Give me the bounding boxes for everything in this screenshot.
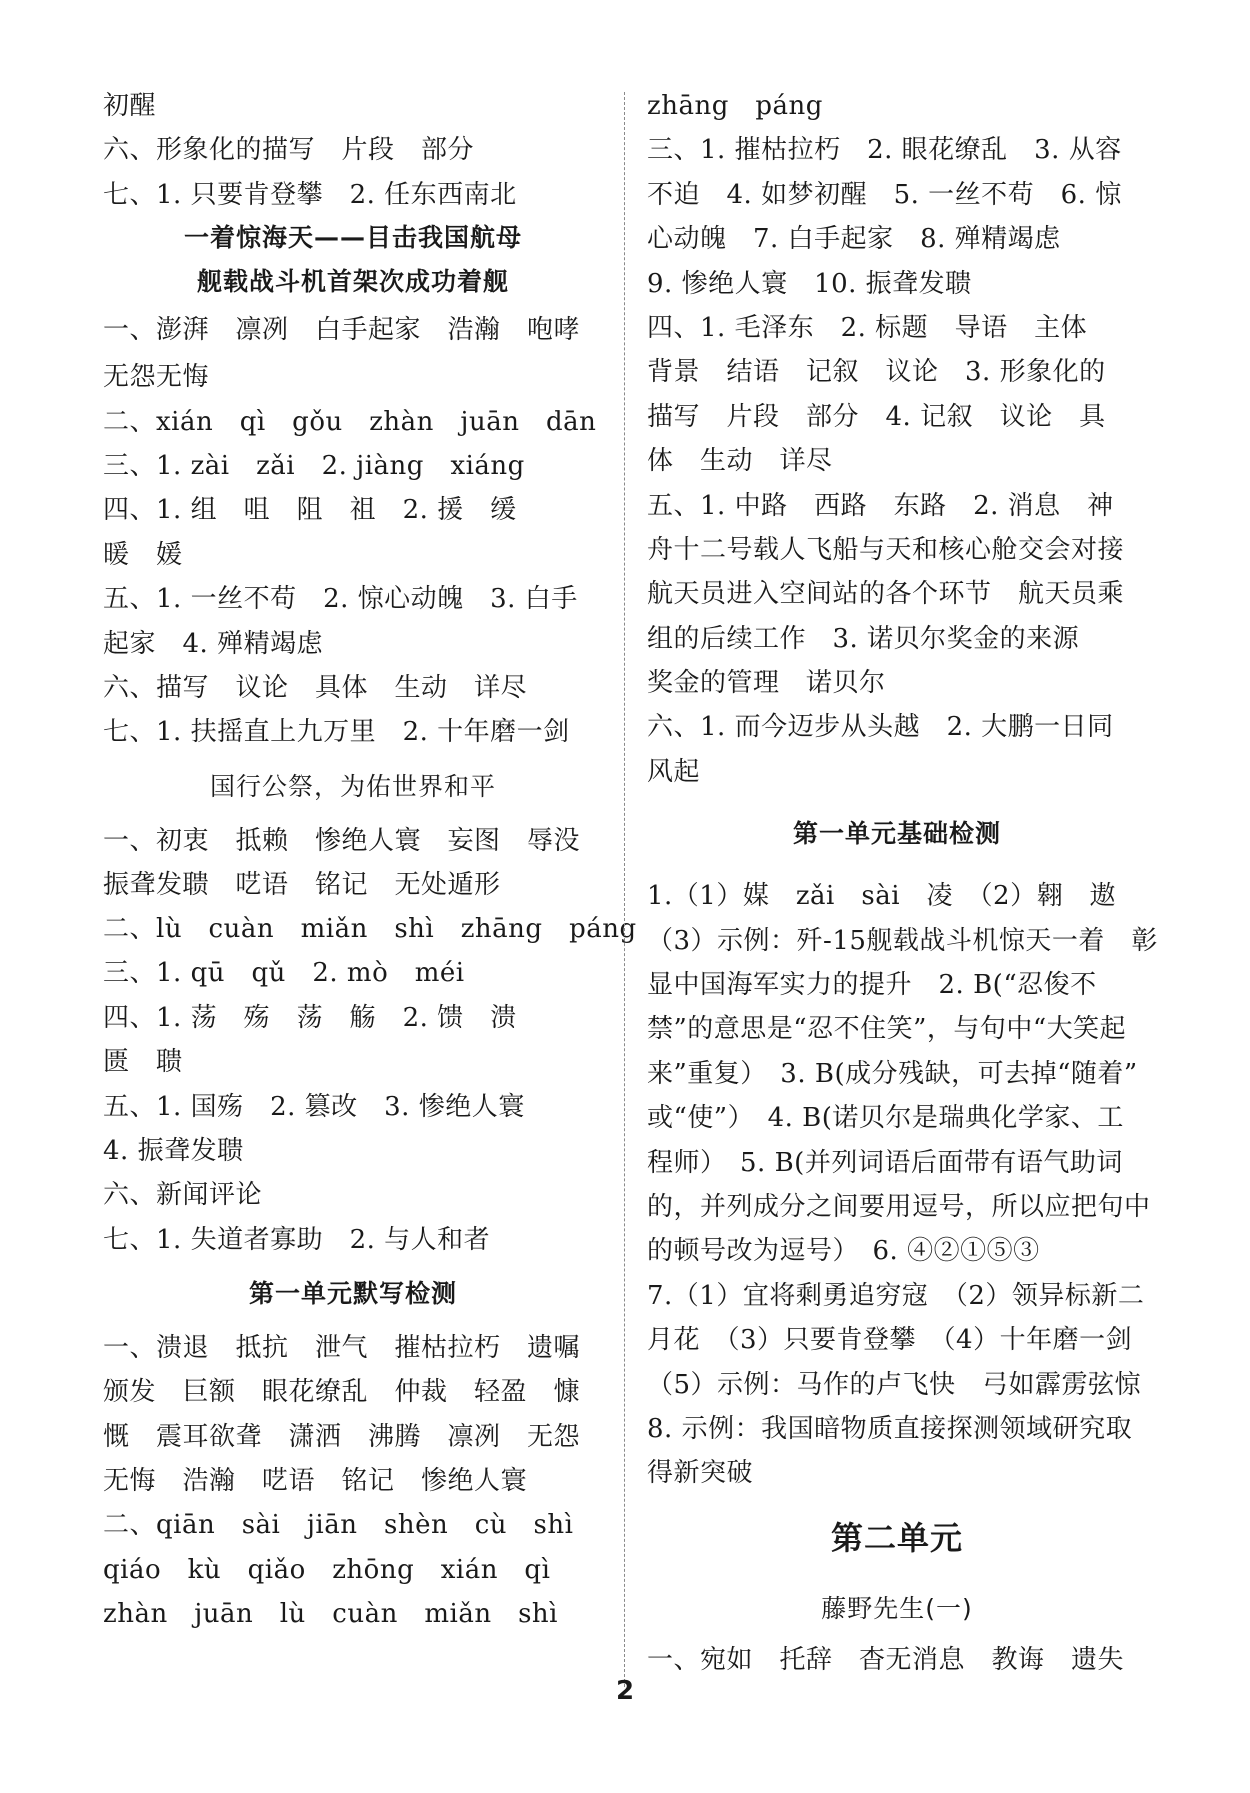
answer-line: zhàn juān lù cuàn miǎn shì	[103, 1599, 558, 1630]
answer-line: 四、1. 毛泽东 2. 标题 导语 主体	[647, 312, 1088, 343]
answer-line: 一、宛如 托辞 杳无消息 教诲 遗失	[647, 1644, 1125, 1675]
answer-line: 9. 惨绝人寰 10. 振聋发聩	[647, 268, 972, 299]
answer-line: 六、新闻评论	[103, 1180, 263, 1211]
answer-line: 七、1. 只要肯登攀 2. 任东西南北	[103, 179, 517, 210]
section-heading: 国行公祭，为佑世界和平	[209, 771, 496, 801]
answer-line: 七、1. 失道者寡助 2. 与人和者	[103, 1224, 491, 1255]
answer-line: （3）示例：歼-15舰载战斗机惊天一着 彰	[647, 925, 1158, 956]
section-heading: 第一单元基础检测	[792, 819, 1001, 849]
right-column	[647, 84, 1158, 1682]
answer-line: zhāng páng	[647, 91, 823, 121]
answer-line: 得新突破	[647, 1458, 754, 1489]
answer-line: 程师） 5. B(并列词语后面带有语气助词	[647, 1147, 1123, 1178]
answer-line: （5）示例：马作的卢飞快 弓如霹雳弦惊	[647, 1369, 1142, 1400]
answer-line: 组的后续工作 3. 诺贝尔奖金的来源	[647, 623, 1080, 654]
answer-line: 4. 振聋发聩	[103, 1136, 244, 1167]
answer-line: 振聋发聩 呓语 铭记 无处遁形	[103, 869, 501, 900]
answer-line: 颁发 巨额 眼花缭乱 仲裁 轻盈 慷	[103, 1377, 581, 1408]
answer-line: 二、lù cuàn miǎn shì zhāng páng	[103, 914, 637, 945]
answer-line: 心动魄 7. 白手起家 8. 殚精竭虑	[647, 224, 1061, 255]
answer-line: 慨 震耳欲聋 潇洒 沸腾 凛冽 无怨	[103, 1421, 581, 1452]
answer-line: 暖 媛	[103, 539, 183, 570]
answer-line: 8. 示例：我国暗物质直接探测领域研究取	[647, 1413, 1133, 1444]
answer-line: 一、溃退 抵抗 泄气 摧枯拉朽 遗嘱	[103, 1333, 581, 1364]
answer-line: 的，并列成分之间要用逗号，所以应把句中	[647, 1191, 1151, 1222]
answer-line: 奖金的管理 诺贝尔	[647, 668, 886, 699]
answer-line: 六、1. 而今迈步从头越 2. 大鹏一日同	[647, 712, 1114, 743]
page-number: 2	[615, 1676, 635, 1706]
answer-line: 不迫 4. 如梦初醒 5. 一丝不苟 6. 惊	[647, 179, 1122, 210]
answer-line: 一、澎湃 凛冽 白手起家 浩瀚 咆哮	[103, 315, 581, 346]
answer-line: 体 生动 详尽	[647, 446, 833, 477]
answer-line: 或“使”） 4. B(诺贝尔是瑞典化学家、工	[647, 1103, 1124, 1134]
answer-line: 五、1. 一丝不苟 2. 惊心动魄 3. 白手	[103, 584, 578, 615]
answer-line: 匮 聩	[103, 1047, 183, 1078]
answer-line: 无怨无悔	[103, 362, 210, 393]
answer-line: 六、描写 议论 具体 生动 详尽	[103, 672, 528, 703]
answer-line: 舟十二号载人飞船与天和核心舱交会对接	[647, 534, 1125, 565]
answer-line: 月花 （3）只要肯登攀 （4）十年磨一剑	[647, 1325, 1133, 1356]
answer-line: 禁”的意思是“忍不住笑”，与句中“大笑起	[647, 1014, 1127, 1045]
answer-line: 五、1. 国殇 2. 篡改 3. 惨绝人寰	[103, 1091, 525, 1122]
answer-line: 7.（1）宜将剩勇追穷寇 （2）领异标新二	[647, 1280, 1145, 1311]
answer-line: 三、1. 摧枯拉朽 2. 眼花缭乱 3. 从容	[647, 135, 1122, 166]
answer-line: 四、1. 组 咀 阻 祖 2. 援 缓	[103, 495, 517, 526]
answer-line: 1.（1）媒 zǎi sài 凌 （2）翱 遨	[647, 881, 1117, 912]
answer-line: 风起	[647, 756, 701, 787]
section-heading: 第一单元默写检测	[248, 1279, 457, 1309]
answer-line: 六、形象化的描写 片段 部分	[103, 135, 475, 166]
answer-line: 五、1. 中路 西路 东路 2. 消息 神	[647, 490, 1114, 521]
section-heading: 第二单元	[830, 1518, 963, 1557]
section-heading: 藤野先生(一)	[821, 1593, 973, 1623]
answer-line: 显中国海军实力的提升 2. B(“忍俊不	[647, 970, 1097, 1001]
answer-line: 三、1. qū qǔ 2. mò méi	[103, 958, 465, 989]
answer-line: 三、1. zài zǎi 2. jiàng xiáng	[103, 450, 525, 481]
answer-line: 描写 片段 部分 4. 记叙 议论 具	[647, 401, 1106, 432]
section-heading: 舰载战斗机首架次成功着舰	[196, 267, 509, 297]
answer-line: 起家 4. 殚精竭虑	[103, 628, 324, 659]
answer-line: 四、1. 荡 殇 荡 觞 2. 馈 溃	[103, 1002, 517, 1033]
left-column	[103, 84, 637, 1637]
answer-line: 七、1. 扶摇直上九万里 2. 十年磨一剑	[103, 717, 570, 748]
answer-line: 来”重复） 3. B(成分残缺，可去掉“随着”	[647, 1058, 1138, 1089]
answer-line: 初醒	[103, 91, 157, 121]
answer-line: 背景 结语 记叙 议论 3. 形象化的	[647, 357, 1106, 388]
answer-line: qiáo kù qiǎo zhōng xián qì	[103, 1554, 551, 1585]
answer-line: 二、xián qì gǒu zhàn juān dān	[103, 406, 597, 437]
answer-line: 无悔 浩瀚 呓语 铭记 惨绝人寰	[103, 1465, 528, 1496]
answer-line: 的顿号改为逗号） 6. ④②①⑤③	[647, 1236, 1040, 1267]
column-divider	[624, 92, 625, 1687]
section-heading: 一着惊海天——目击我国航母	[183, 223, 522, 253]
answer-line: 一、初衷 抵赖 惨绝人寰 妄图 辱没	[103, 825, 581, 856]
answer-line: 航天员进入空间站的各个环节 航天员乘	[647, 579, 1125, 610]
answer-line: 二、qiān sài jiān shèn cù shì	[103, 1510, 574, 1541]
